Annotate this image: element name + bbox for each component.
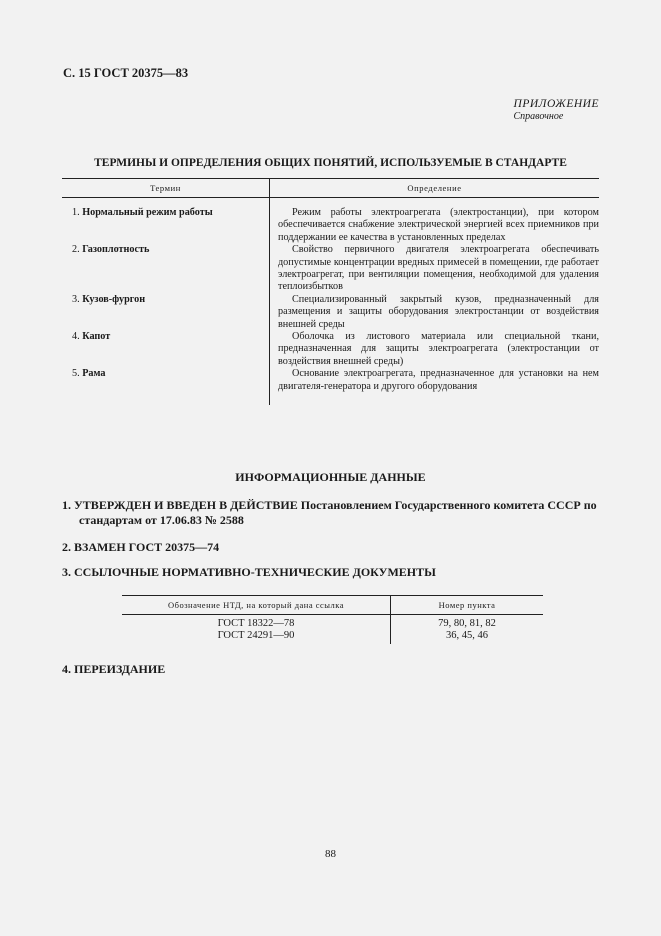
page-number: 88 <box>325 848 336 860</box>
terms-col-term-header: Термин <box>62 179 270 198</box>
term-number: 5. <box>72 368 80 380</box>
term-number: 4. <box>72 331 80 343</box>
term-number: 3. <box>72 293 80 305</box>
table-row <box>62 331 599 368</box>
definition-cell <box>270 368 600 405</box>
term-number: 1. <box>72 207 80 218</box>
term-name: Газоплотность <box>82 244 150 256</box>
term-name: Капот <box>82 331 111 343</box>
table-row <box>62 244 599 294</box>
term-definition: Режим работы электроагрегата (электростанции), при котором обеспечивается снабжение электрической энергией всех приемников при поддержании ее качества в установленных пределах <box>278 207 599 243</box>
info-item-approved-text: 1. УТВЕРЖДЕН И ВВЕДЕН В ДЕЙСТВИЕ Постановлением Государственного комитета СССР по <box>62 498 597 512</box>
info-item-replaces: 2. ВЗАМЕН ГОСТ 20375—74 <box>62 540 220 554</box>
table-row <box>122 630 543 644</box>
table-row <box>62 198 599 245</box>
definition-cell <box>270 198 600 245</box>
definition-cell <box>270 331 600 368</box>
table-row <box>122 615 543 631</box>
term-number: 2. <box>72 244 80 256</box>
appendix-label <box>514 98 599 122</box>
term-name: Рама <box>82 368 106 380</box>
term-cell <box>62 368 270 405</box>
term-definition: Специализированный закрытый кузов, предназначенный для размещения и защиты оборудования электростанции от воздействия внешней среды <box>278 293 599 330</box>
term-cell <box>62 244 270 294</box>
term-cell <box>62 294 270 331</box>
term-name: Нормальный режим работы <box>82 207 213 218</box>
page-header: С. 15 ГОСТ 20375—83 <box>63 66 189 80</box>
appendix-title: ПРИЛОЖЕНИЕ <box>513 98 599 110</box>
references-table <box>122 595 543 644</box>
ref-items-cell: 36, 45, 46 <box>446 630 488 641</box>
terms-table <box>62 178 599 405</box>
term-definition: Основание электроагрегата, предназначенное для установки на нем двигателя-генератора и другого оборудования <box>278 368 599 392</box>
refs-col-item-header: Номер пункта <box>391 596 544 615</box>
info-section-title: ИНФОРМАЦИОННЫЕ ДАННЫЕ <box>235 470 426 484</box>
ref-items-cell: 79, 80, 81, 82 <box>438 618 496 629</box>
info-item-reissue: 4. ПЕРЕИЗДАНИЕ <box>62 662 166 676</box>
definition-cell <box>270 244 600 294</box>
info-item-references: 3. ССЫЛОЧНЫЕ НОРМАТИВНО-ТЕХНИЧЕСКИЕ ДОКУМЕНТЫ <box>62 565 436 579</box>
terms-col-definition-header: Определение <box>270 179 600 198</box>
refs-col-doc-header: Обозначение НТД, на который дана ссылка <box>122 596 391 615</box>
terms-section-title: ТЕРМИНЫ И ОПРЕДЕЛЕНИЯ ОБЩИХ ПОНЯТИЙ, ИСПОЛЬЗУЕМЫЕ В СТАНДАРТЕ <box>94 157 567 169</box>
table-row <box>62 368 599 405</box>
info-item-approved <box>62 498 599 528</box>
table-row <box>62 294 599 331</box>
ref-doc-cell: ГОСТ 24291—90 <box>122 630 391 644</box>
term-definition: Оболочка из листового материала или специальной ткани, предназначенная для защиты электроагрегата (электростанции от воздействия внешней среды) <box>278 331 599 367</box>
appendix-subtitle: Справочное <box>513 111 564 122</box>
info-item-approved-continuation: стандартам от 17.06.83 № 2588 <box>79 513 244 527</box>
term-cell <box>62 198 270 245</box>
term-cell <box>62 331 270 368</box>
ref-doc-cell: ГОСТ 18322—78 <box>122 615 391 631</box>
definition-cell <box>270 294 600 331</box>
term-definition: Свойство первичного двигателя электроагрегата обеспечивать допустимые концентрации вредных примесей в помещении, где работает электроагрегат, при вентиляции помещения, необходимой для удаления теплоизбытков <box>278 244 599 293</box>
term-name: Кузов-фургон <box>82 293 146 305</box>
